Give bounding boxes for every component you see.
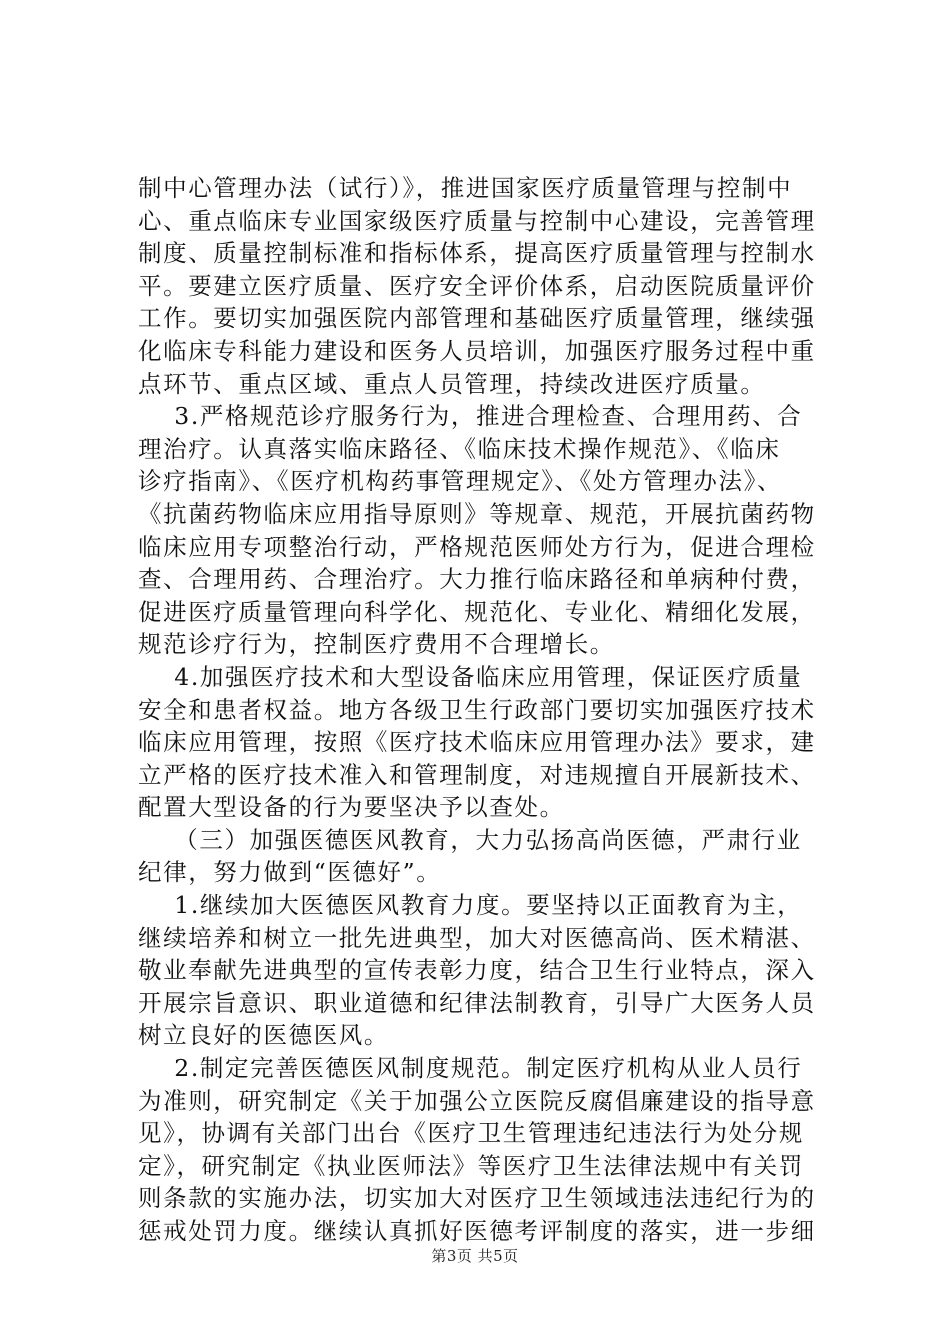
text-line: （三）加强医德医风教育，大力弘扬高尚医德，严肃行业 [138,825,802,854]
text-line: 立严格的医疗技术准入和管理制度，对违规擅自开展新技术、 [138,760,816,789]
text-line: 3.严格规范诊疗服务行为，推进合理检查、合理用药、合 [138,402,803,431]
text-line: 心、重点临床专业国家级医疗质量与控制中心建设，完善管理 [138,206,816,235]
text-line: 1.继续加大医德医风教育力度。要坚持以正面教育为主， [138,891,803,920]
text-line: 4.加强医疗技术和大型设备临床应用管理，保证医疗质量 [138,662,803,691]
text-line: 《抗菌药物临床应用指导原则》等规章、规范，开展抗菌药物 [138,499,816,528]
text-line: 化临床专科能力建设和医务人员培训，加强医疗服务过程中重 [138,336,816,365]
text-line: 促进医疗质量管理向科学化、规范化、专业化、精细化发展， [138,597,816,626]
text-line: 继续培养和树立一批先进典型，加大对医德高尚、医术精湛、 [138,923,816,952]
text-line: 制中心管理办法（试行）》，推进国家医疗质量管理与控制中 [138,174,793,202]
text-line: 树立良好的医德医风。 [138,1021,389,1050]
text-line: 工作。要切实加强医院内部管理和基础医疗质量管理，继续强 [138,304,816,333]
text-line: 见》，协调有关部门出台《医疗卫生管理违纪违法行为处分规 [138,1119,804,1148]
text-line: 纪律，努力做到“医德好”。 [138,858,442,887]
text-line: 规范诊疗行为，控制医疗费用不合理增长。 [138,630,615,659]
document-body [138,172,838,1248]
text-line: 制度、质量控制标准和指标体系，提高医疗质量管理与控制水 [138,239,816,268]
text-line: 查、合理用药、合理治疗。大力推行临床路径和单病种付费， [138,565,816,594]
text-line: 平。要建立医疗质量、医疗安全评价体系，启动医院质量评价 [138,271,816,300]
text-line: 点环节、重点区域、重点人员管理，持续改进医疗质量。 [138,369,766,398]
text-line: 敬业奉献先进典型的宣传表彰力度，结合卫生行业特点，深入 [138,956,816,985]
text-line: 临床应用管理，按照《医疗技术临床应用管理办法》要求，建 [138,728,816,757]
text-line: 为准则，研究制定《关于加强公立医院反腐倡廉建设的指导意 [138,1086,816,1115]
text-line: 安全和患者权益。地方各级卫生行政部门要切实加强医疗技术 [138,695,816,724]
text-line: 诊疗指南》、《医疗机构药事管理规定》、《处方管理办法》、 [138,467,783,496]
text-line: 2.制定完善医德医风制度规范。制定医疗机构从业人员行 [138,1054,803,1083]
text-line: 定》，研究制定《执业医师法》等医疗卫生法律法规中有关罚 [138,1151,804,1180]
text-line: 则条款的实施办法，切实加大对医疗卫生领域违法违纪行为的 [138,1184,816,1213]
text-line: 临床应用专项整治行动，严格规范医师处方行为，促进合理检 [138,532,816,561]
text-line: 理治疗。认真落实临床路径、《临床技术操作规范》、《临床 [138,434,781,463]
page-footer: 第3页 共5页 [431,1247,519,1265]
text-line: 开展宗旨意识、职业道德和纪律法制教育，引导广大医务人员 [138,988,816,1017]
text-line: 惩戒处罚力度。继续认真抓好医德考评制度的落实，进一步细 [138,1217,816,1245]
text-line: 配置大型设备的行为要坚决予以查处。 [138,793,565,822]
